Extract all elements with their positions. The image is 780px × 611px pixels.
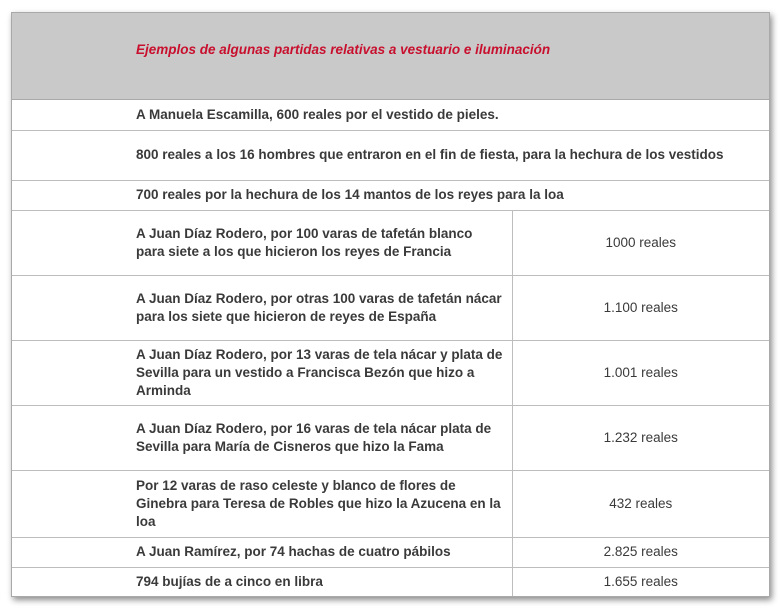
row-description: A Manuela Escamilla, 600 reales por el vestido de pieles. [12,100,769,130]
expense-table-frame [11,12,770,597]
row-description: A Juan Díaz Rodero, por 13 varas de tela nácar y plata de Sevilla para un vestido a Francisca Bezón que hizo a Arminda [12,340,512,405]
table-row [12,470,769,537]
row-description: 800 reales a los 16 hombres que entraron en el fin de fiesta, para la hechura de los vestidos [12,130,769,180]
expense-table [12,100,769,597]
table-row [12,340,769,405]
table-row [12,100,769,130]
row-value: 1000 reales [512,210,769,275]
row-value: 1.001 reales [512,340,769,405]
table-title: Ejemplos de algunas partidas relativas a vestuario e iluminación [136,42,551,57]
table-row [12,210,769,275]
row-value: 1.655 reales [512,567,769,597]
row-value: 1.232 reales [512,405,769,470]
row-description: Por 12 varas de raso celeste y blanco de flores de Ginebra para Teresa de Robles que hizo la Azucena en la loa [12,470,512,537]
row-value: 2.825 reales [512,537,769,567]
table-row [12,537,769,567]
table-header [12,13,769,100]
row-value: 1.100 reales [512,275,769,340]
row-description: 794 bujías de a cinco en libra [136,574,323,590]
row-value: 432 reales [512,470,769,537]
table-row [12,567,769,597]
row-description: A Juan Díaz Rodero, por 16 varas de tela nácar plata de Sevilla para María de Cisneros que hizo la Fama [12,405,512,470]
row-description: A Juan Díaz Rodero, por 100 varas de tafetán blanco para siete a los que hicieron los reyes de Francia [12,210,512,275]
row-description: A Juan Díaz Rodero, por otras 100 varas de tafetán nácar para los siete que hicieron de reyes de España [12,275,512,340]
table-row [12,130,769,180]
row-description: A Juan Ramírez, por 74 hachas de cuatro pábilos [12,537,512,567]
table-row [12,405,769,470]
row-description: 700 reales por la hechura de los 14 mantos de los reyes para la loa [12,180,769,210]
table-row [12,275,769,340]
table-row [12,180,769,210]
